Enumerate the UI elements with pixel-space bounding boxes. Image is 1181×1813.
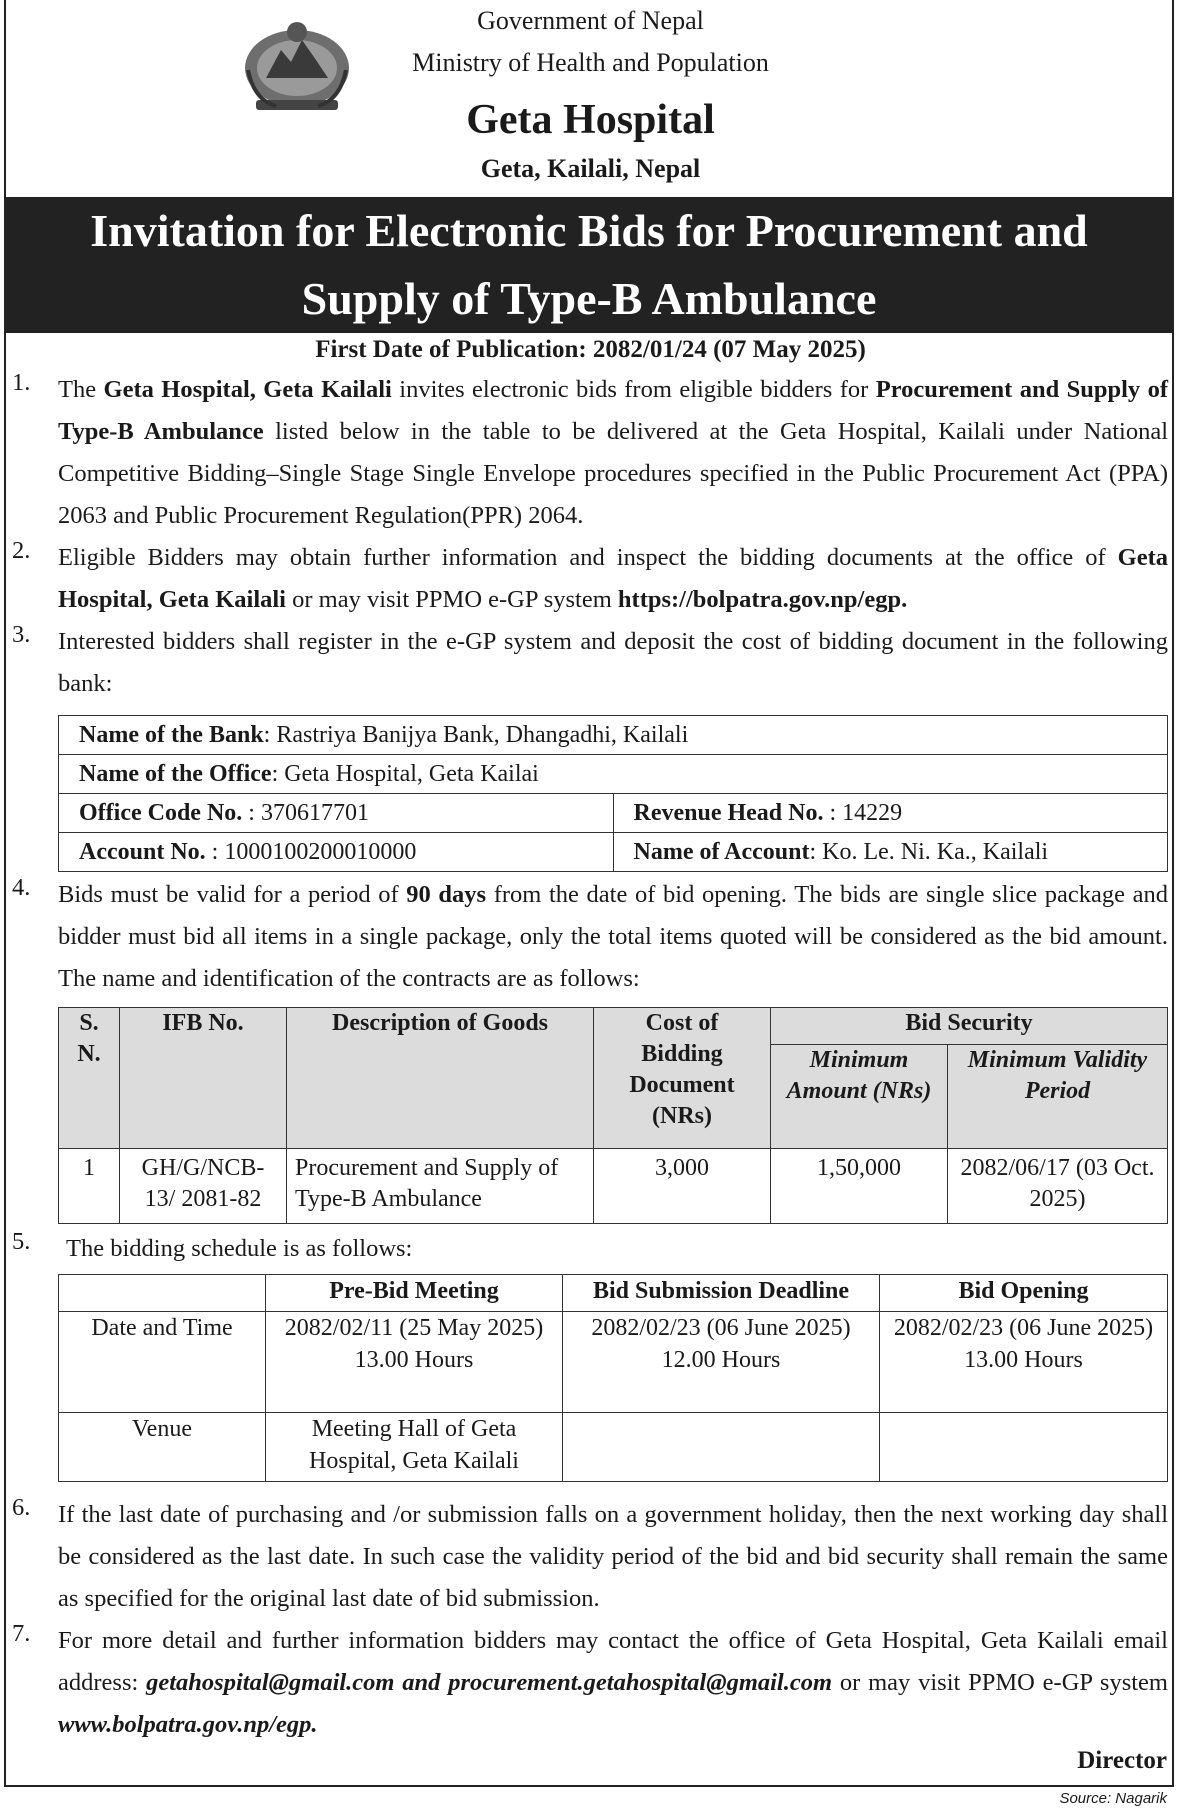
cell-description: Procurement and Supply of Type-B Ambulance [287, 1149, 594, 1224]
office-name-cell: Name of the Office: Geta Hospital, Geta Kailai [59, 755, 1168, 794]
notice-title [4, 197, 1174, 333]
cell-opening-date: 2082/02/23 (06 June 2025) 13.00 Hours [880, 1312, 1168, 1413]
item-number: 4. [12, 874, 31, 901]
cell-venue-label: Venue [59, 1413, 266, 1482]
item-5-text: The bidding schedule is as follows: [66, 1235, 413, 1262]
item-1-text: The Geta Hospital, Geta Kailali invites electronic bids from eligible bidders for Procurement and Supply of Type-B Ambulance listed below in the table to be delivered at the Geta Hospital, Kailali under National Competitive Bidding–Single Stage Single Envelope procedures specified in the Public Procurement Act (PPA) 2063 and Public Procurement Regulation(PPR) 2064. [58, 376, 1168, 529]
cell-min-amount: 1,50,000 [771, 1149, 948, 1224]
col-submission: Bid Submission Deadline [563, 1275, 880, 1312]
table-header-row [59, 1275, 1168, 1312]
table-header-row [59, 1008, 1168, 1045]
col-min-amount: Minimum Amount (NRs) [771, 1045, 948, 1149]
col-blank [59, 1275, 266, 1312]
contract-table [58, 1007, 1168, 1224]
source-credit: Source: Nagarik [1059, 1790, 1167, 1807]
ministry-name: Ministry of Health and Population [412, 48, 769, 77]
col-sn: S. N. [59, 1008, 120, 1149]
cell-min-validity: 2082/06/17 (03 Oct. 2025) [948, 1149, 1168, 1224]
egp-website-link[interactable]: www.bolpatra.gov.np/egp. [58, 1711, 318, 1738]
office-code-cell: Office Code No. : 370617701 [59, 794, 614, 833]
cell-sn: 1 [59, 1149, 120, 1224]
table-row [59, 794, 1168, 833]
email-links[interactable]: getahospital@gmail.com and procurement.getahospital@gmail.com [146, 1669, 833, 1696]
cell-date-label: Date and Time [59, 1312, 266, 1413]
cell-empty [563, 1413, 880, 1482]
cell-ifb: GH/G/NCB-13/ 2081-82 [120, 1149, 287, 1224]
cell-submission-date: 2082/02/23 (06 June 2025) 12.00 Hours [563, 1312, 880, 1413]
revenue-head-cell: Revenue Head No. : 14229 [613, 794, 1168, 833]
account-number-cell: Account No. : 1000100200010000 [59, 833, 614, 872]
item-2-text: Eligible Bidders may obtain further information and inspect the bidding documents at the office of Geta Hospital, Geta Kailali or may visit PPMO e-GP system https://bolpatra.gov.np/egp. [58, 544, 1168, 613]
cell-prebid-venue: Meeting Hall of Geta Hospital, Geta Kailali [266, 1413, 563, 1482]
bank-details-table [58, 715, 1168, 872]
item-3-text: Interested bidders shall register in the e-GP system and deposit the cost of bidding document in the following bank: [58, 628, 1168, 697]
col-opening: Bid Opening [880, 1275, 1168, 1312]
item-number: 3. [12, 621, 31, 648]
cell-cost: 3,000 [594, 1149, 771, 1224]
col-prebid: Pre-Bid Meeting [266, 1275, 563, 1312]
cell-prebid-date: 2082/02/11 (25 May 2025) 13.00 Hours [266, 1312, 563, 1413]
item-number: 7. [12, 1620, 31, 1647]
table-row [59, 1413, 1168, 1482]
title-line-1: Invitation for Electronic Bids for Procurement and [90, 205, 1088, 256]
publication-date: First Date of Publication: 2082/01/24 (07 May 2025) [315, 336, 866, 363]
schedule-table [58, 1274, 1168, 1482]
table-row [59, 1149, 1168, 1224]
col-ifb: IFB No. [120, 1008, 287, 1149]
cell-empty [880, 1413, 1168, 1482]
col-description: Description of Goods [287, 1008, 594, 1149]
item-number: 5. [12, 1228, 31, 1255]
table-row [59, 755, 1168, 794]
col-bid-security: Bid Security [771, 1008, 1168, 1045]
table-row [59, 716, 1168, 755]
title-line-2: Supply of Type-B Ambulance [301, 273, 877, 324]
item-number: 2. [12, 537, 31, 564]
item-6-text: If the last date of purchasing and /or submission falls on a government holiday, then the next working day shall be considered as the last date. In such case the validity period of the bid and bid security shall remain the same as specified for the original last date of bid submission. [58, 1501, 1168, 1612]
item-number: 1. [12, 369, 31, 396]
col-min-validity: Minimum Validity Period [948, 1045, 1168, 1149]
hospital-address: Geta, Kailali, Nepal [480, 154, 701, 183]
col-cost: Cost of Bidding Document (NRs) [594, 1008, 771, 1149]
hospital-name: Geta Hospital [466, 97, 715, 143]
egp-link[interactable]: https://bolpatra.gov.np/egp. [617, 586, 908, 613]
item-number: 6. [12, 1494, 31, 1521]
signatory: Director [1077, 1747, 1167, 1774]
table-row [59, 1312, 1168, 1413]
table-row [59, 833, 1168, 872]
account-name-cell: Name of Account: Ko. Le. Ni. Ka., Kailali [613, 833, 1168, 872]
item-7-text: For more detail and further information bidders may contact the office of Geta Hospital, Geta Kailali email address: getahospital@gmail.com and procurement.getahospital@gmail.com or may visit PPMO e-GP system www.bolpatra.gov.np/egp. [58, 1627, 1168, 1738]
government-name: Government of Nepal [477, 6, 704, 35]
item-4-text: Bids must be valid for a period of 90 days from the date of bid opening. The bids are single slice package and bidder must bid all items in a single package, only the total items quoted will be considered as the bid amount. The name and identification of the contracts are as follows: [58, 881, 1168, 992]
bank-name-cell: Name of the Bank: Rastriya Banijya Bank, Dhangadhi, Kailali [59, 716, 1168, 755]
